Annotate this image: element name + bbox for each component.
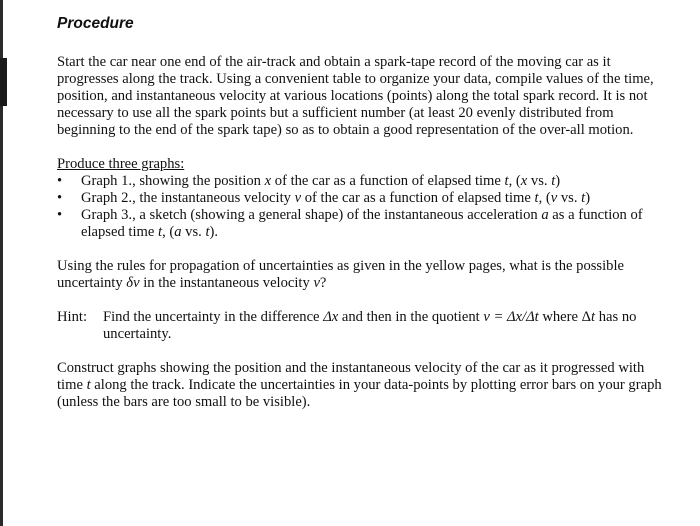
construct-paragraph: Construct graphs showing the position and the instantaneous velocity of the car as it progressed with time t along the track. Indicate the uncertainties in your data-points by plotting error bars on your graph (unless the bars are too small to be visible). xyxy=(57,360,662,410)
hint-label: Hint: xyxy=(57,309,87,325)
graphs-list xyxy=(57,173,667,241)
bullet-icon: • xyxy=(57,173,63,189)
bullet-icon: • xyxy=(57,207,63,223)
graphs-section xyxy=(57,156,667,241)
graphs-title: Produce three graphs: xyxy=(57,156,185,172)
hint-text: Find the uncertainty in the difference Δx and then in the quotient v = Δx/Δt where Δt has no uncertainty. xyxy=(103,309,637,342)
procedure-heading: Procedure xyxy=(57,15,134,32)
left-edge-mark xyxy=(0,58,7,106)
document-content xyxy=(57,14,667,428)
hint-block xyxy=(57,309,667,343)
uncertainty-question: Using the rules for propagation of uncertainties as given in the yellow pages, what is the possible uncertainty δv in the instantaneous velocity v? xyxy=(57,258,624,291)
graph-item-1: • Graph 1., showing the position x of the car as a function of elapsed time t, (x vs. t) xyxy=(57,173,561,189)
graph-item-3: • Graph 3., a sketch (showing a general shape) of the instantaneous acceleration a as a function of elapsed time t, (a vs. t). xyxy=(57,207,643,240)
graph-item-2: • Graph 2., the instantaneous velocity v of the car as a function of elapsed time t, (v vs. t) xyxy=(57,190,591,206)
bullet-icon: • xyxy=(57,190,63,206)
intro-paragraph: Start the car near one end of the air-track and obtain a spark-tape record of the moving car as it progresses along the track. Using a convenient table to organize your data, compile values of the time, position, and instantaneous velocity at various locations (points) along the total spark record. It is not necessary to use all the spark points but a sufficient number (at least 20 evenly distributed from beginning to the end of the spark tape) so as to obtain a good representation of the over-all motion. xyxy=(57,54,654,138)
